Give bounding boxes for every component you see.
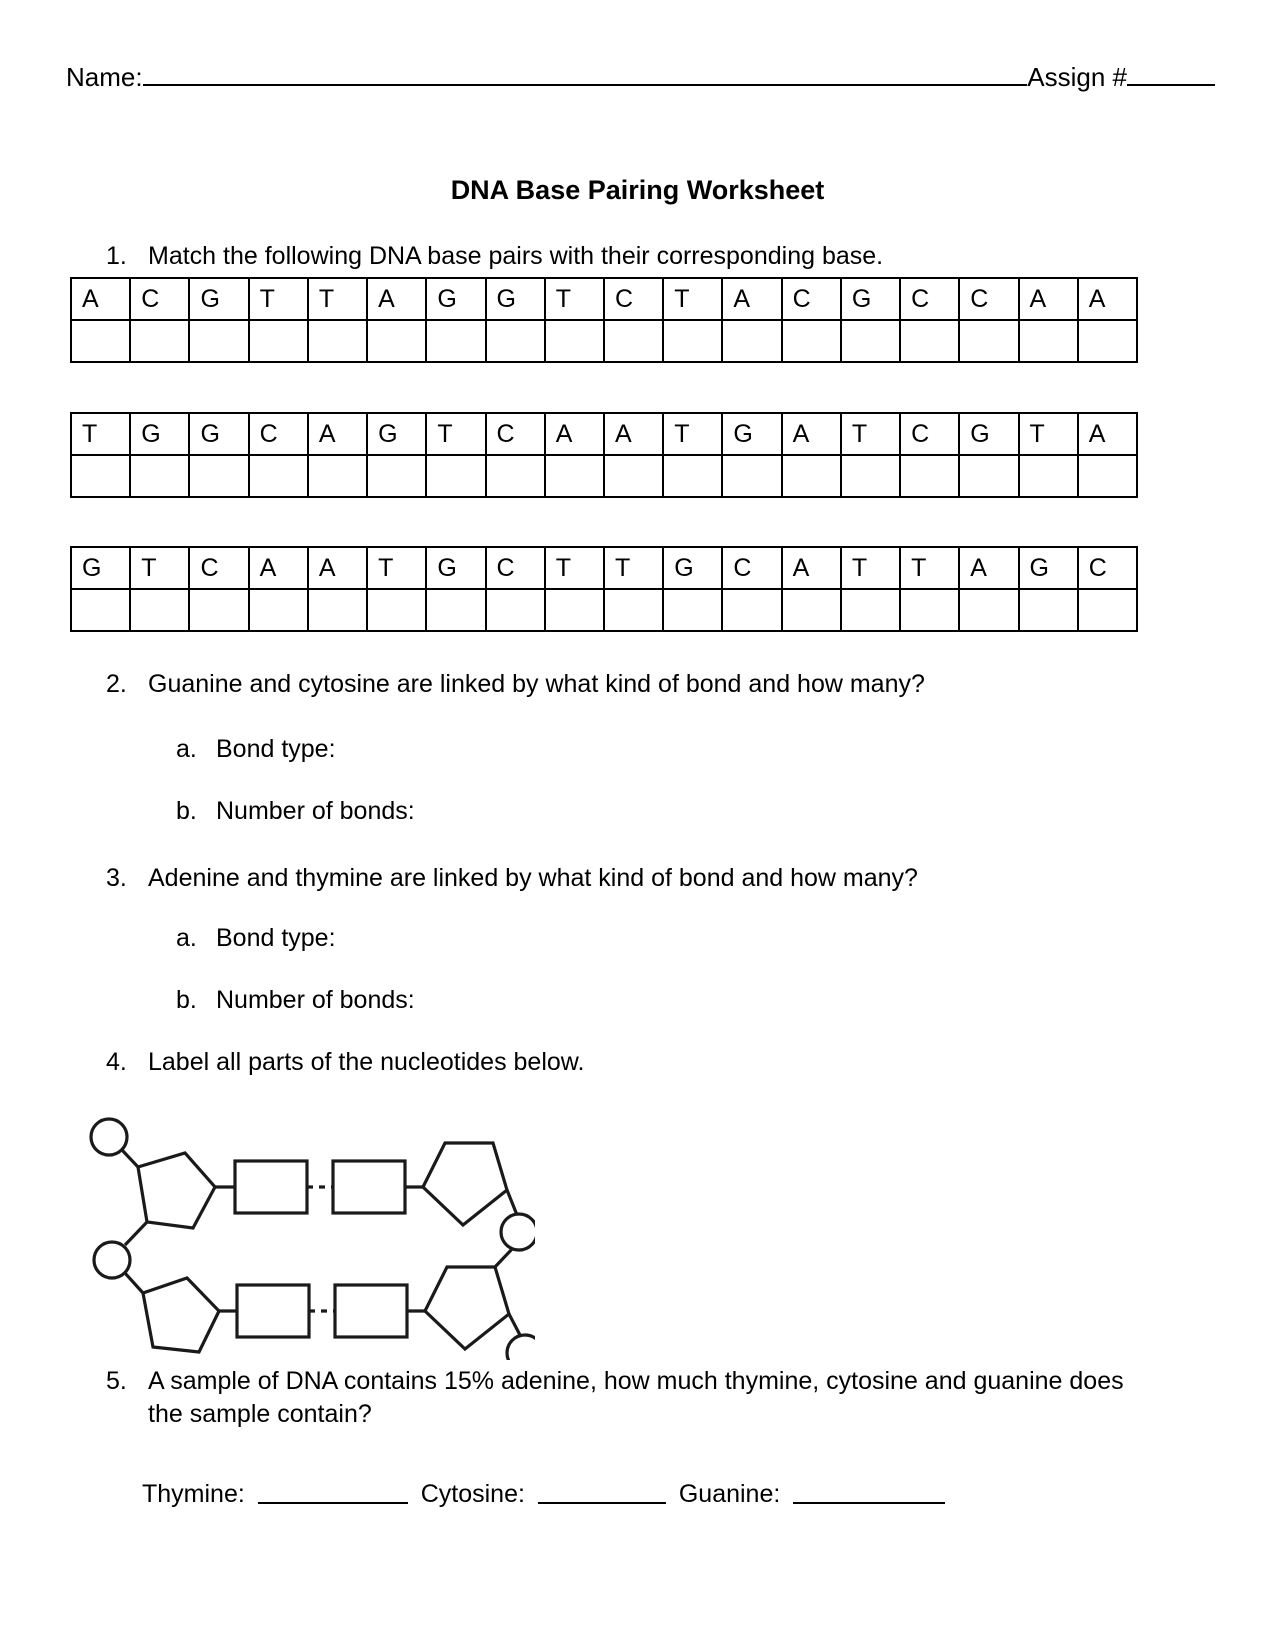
- question-1-text: Match the following DNA base pairs with their corresponding base.: [148, 242, 884, 270]
- page-title: DNA Base Pairing Worksheet: [450, 175, 825, 205]
- answer-cell[interactable]: [130, 589, 189, 631]
- base-cell: T: [249, 278, 308, 320]
- answer-cell[interactable]: [545, 589, 604, 631]
- base-cell: T: [308, 278, 367, 320]
- answer-cell[interactable]: [1019, 589, 1078, 631]
- answer-cell[interactable]: [249, 320, 308, 362]
- question-5: [106, 1365, 1136, 1430]
- base-cell: C: [900, 278, 959, 320]
- answer-cell[interactable]: [604, 320, 663, 362]
- answer-cell[interactable]: [782, 455, 841, 497]
- base-cell: G: [189, 278, 248, 320]
- nucleotide-ladder-diagram: [85, 1115, 535, 1360]
- answer-cell[interactable]: [367, 320, 426, 362]
- answer-cell[interactable]: [486, 320, 545, 362]
- sugar-pentagon: [423, 1143, 507, 1225]
- base-cell: A: [604, 413, 663, 455]
- base-cell: C: [486, 547, 545, 589]
- base-cell: G: [663, 547, 722, 589]
- answer-cell[interactable]: [841, 455, 900, 497]
- question-2a-text: Bond type:: [216, 735, 336, 763]
- name-label: Name:: [66, 62, 143, 92]
- base-rectangle: [335, 1285, 407, 1337]
- answer-cell[interactable]: [308, 589, 367, 631]
- question-5-text: A sample of DNA contains 15% adenine, how much thymine, cytosine and guanine does the sample contain?: [148, 1367, 1124, 1428]
- assign-label: Assign #: [1027, 62, 1127, 92]
- answer-cell[interactable]: [782, 589, 841, 631]
- base-rectangle: [235, 1161, 307, 1213]
- answer-cell[interactable]: [604, 589, 663, 631]
- answer-cell[interactable]: [1078, 455, 1137, 497]
- question-2-text: Guanine and cytosine are linked by what kind of bond and how many?: [148, 670, 925, 698]
- base-cell: G: [486, 278, 545, 320]
- base-cell: G: [426, 278, 485, 320]
- name-blank-line[interactable]: [143, 83, 1028, 86]
- answer-cell[interactable]: [249, 455, 308, 497]
- base-cell: T: [130, 547, 189, 589]
- base-table-strand-3: [70, 546, 1138, 632]
- cytosine-label: Cytosine:: [420, 1480, 525, 1508]
- answer-cell[interactable]: [900, 320, 959, 362]
- base-cell: A: [367, 278, 426, 320]
- phosphate-circle: [507, 1335, 535, 1360]
- base-cell: G: [71, 547, 130, 589]
- question-4-number: 4.: [106, 1048, 127, 1076]
- base-cell: C: [604, 278, 663, 320]
- base-cell: C: [249, 413, 308, 455]
- base-cell: T: [841, 547, 900, 589]
- answer-cell[interactable]: [959, 455, 1018, 497]
- base-rectangle: [237, 1285, 309, 1337]
- guanine-blank[interactable]: [793, 1501, 945, 1504]
- table-row-answers: [71, 320, 1137, 362]
- answer-cell[interactable]: [722, 589, 781, 631]
- phosphate-circle: [501, 1214, 535, 1250]
- base-cell: T: [71, 413, 130, 455]
- answer-cell[interactable]: [841, 589, 900, 631]
- base-cell: G: [426, 547, 485, 589]
- base-cell: A: [722, 278, 781, 320]
- answer-cell[interactable]: [900, 589, 959, 631]
- base-cell: T: [663, 413, 722, 455]
- answer-cell[interactable]: [1019, 320, 1078, 362]
- base-cell: A: [545, 413, 604, 455]
- question-4-text: Label all parts of the nucleotides below.: [148, 1048, 585, 1076]
- base-cell: T: [367, 547, 426, 589]
- answer-cell[interactable]: [367, 589, 426, 631]
- table-row-bases: [71, 547, 1137, 589]
- base-cell: A: [782, 413, 841, 455]
- base-cell: T: [604, 547, 663, 589]
- base-cell: C: [782, 278, 841, 320]
- thymine-label: Thymine:: [142, 1480, 245, 1508]
- answer-cell[interactable]: [130, 455, 189, 497]
- answer-cell[interactable]: [841, 320, 900, 362]
- answer-cell[interactable]: [722, 320, 781, 362]
- base-cell: G: [722, 413, 781, 455]
- answer-cell[interactable]: [486, 589, 545, 631]
- thymine-blank[interactable]: [258, 1501, 408, 1504]
- question-3b-text: Number of bonds:: [216, 986, 415, 1014]
- answer-cell[interactable]: [486, 455, 545, 497]
- question-2a: [176, 735, 1076, 764]
- answer-cell[interactable]: [426, 589, 485, 631]
- base-cell: A: [1078, 278, 1137, 320]
- answer-cell[interactable]: [604, 455, 663, 497]
- answer-cell[interactable]: [722, 455, 781, 497]
- base-cell: G: [1019, 547, 1078, 589]
- answer-cell[interactable]: [1019, 455, 1078, 497]
- sugar-pentagon: [143, 1278, 219, 1352]
- question-3-text: Adenine and thymine are linked by what kind of bond and how many?: [148, 864, 918, 892]
- base-cell: C: [1078, 547, 1137, 589]
- base-cell: C: [130, 278, 189, 320]
- answer-cell[interactable]: [545, 455, 604, 497]
- base-cell: A: [308, 413, 367, 455]
- question-3a-text: Bond type:: [216, 924, 336, 952]
- base-cell: G: [841, 278, 900, 320]
- answer-cell[interactable]: [1078, 589, 1137, 631]
- question-3b: [176, 986, 1076, 1015]
- base-cell: G: [367, 413, 426, 455]
- cytosine-blank[interactable]: [538, 1501, 666, 1504]
- assign-blank-line[interactable]: [1127, 83, 1215, 86]
- base-cell: A: [959, 547, 1018, 589]
- question-4: [106, 1046, 1156, 1079]
- question-3: [106, 862, 1156, 895]
- answer-cell[interactable]: [308, 455, 367, 497]
- answer-cell[interactable]: [426, 320, 485, 362]
- answer-cell[interactable]: [71, 589, 130, 631]
- base-cell: A: [71, 278, 130, 320]
- base-cell: A: [1019, 278, 1078, 320]
- base-cell: T: [900, 547, 959, 589]
- base-cell: G: [130, 413, 189, 455]
- base-cell: A: [1078, 413, 1137, 455]
- base-cell: T: [426, 413, 485, 455]
- base-cell: C: [900, 413, 959, 455]
- question-2: [106, 668, 1156, 701]
- base-cell: C: [486, 413, 545, 455]
- sugar-pentagon: [425, 1267, 509, 1349]
- base-cell: C: [722, 547, 781, 589]
- phosphate-circle: [91, 1119, 127, 1155]
- table-row-bases: [71, 278, 1137, 320]
- answer-cell[interactable]: [71, 455, 130, 497]
- question-1-number: 1.: [106, 242, 127, 270]
- answer-cell[interactable]: [545, 320, 604, 362]
- base-rectangle: [333, 1161, 405, 1213]
- answer-cell[interactable]: [308, 320, 367, 362]
- table-row-answers: [71, 455, 1137, 497]
- answer-cell[interactable]: [900, 455, 959, 497]
- question-3-number: 3.: [106, 864, 127, 892]
- answer-cell[interactable]: [249, 589, 308, 631]
- question-2a-letter: a.: [176, 735, 197, 763]
- answer-cell[interactable]: [426, 455, 485, 497]
- base-cell: T: [545, 278, 604, 320]
- base-cell: A: [308, 547, 367, 589]
- base-cell: C: [189, 547, 248, 589]
- question-5-number: 5.: [106, 1367, 127, 1395]
- question-2-number: 2.: [106, 670, 127, 698]
- phosphate-circle: [94, 1242, 130, 1278]
- answer-cell[interactable]: [663, 320, 722, 362]
- base-cell: T: [545, 547, 604, 589]
- answer-cell[interactable]: [782, 320, 841, 362]
- answer-blanks-row: [142, 1480, 951, 1509]
- base-cell: G: [959, 413, 1018, 455]
- question-3a-letter: a.: [176, 924, 197, 952]
- base-table-strand-2: [70, 412, 1138, 498]
- question-3a: [176, 924, 1076, 953]
- base-cell: T: [663, 278, 722, 320]
- base-cell: C: [959, 278, 1018, 320]
- table-row-answers: [71, 589, 1137, 631]
- question-2b-letter: b.: [176, 797, 197, 825]
- answer-cell[interactable]: [189, 320, 248, 362]
- guanine-label: Guanine:: [678, 1480, 781, 1508]
- question-1: [106, 240, 1156, 273]
- answer-cell[interactable]: [367, 455, 426, 497]
- question-3b-letter: b.: [176, 986, 197, 1014]
- question-2b-text: Number of bonds:: [216, 797, 415, 825]
- answer-cell[interactable]: [71, 320, 130, 362]
- base-cell: G: [189, 413, 248, 455]
- answer-cell[interactable]: [959, 320, 1018, 362]
- base-cell: T: [841, 413, 900, 455]
- answer-cell[interactable]: [189, 455, 248, 497]
- base-cell: A: [249, 547, 308, 589]
- name-header-row: [66, 62, 1215, 93]
- base-table-strand-1: [70, 277, 1138, 363]
- answer-cell[interactable]: [130, 320, 189, 362]
- answer-cell[interactable]: [663, 589, 722, 631]
- answer-cell[interactable]: [189, 589, 248, 631]
- table-row-bases: [71, 413, 1137, 455]
- answer-cell[interactable]: [1078, 320, 1137, 362]
- answer-cell[interactable]: [663, 455, 722, 497]
- base-cell: A: [782, 547, 841, 589]
- base-cell: T: [1019, 413, 1078, 455]
- sugar-pentagon: [138, 1153, 215, 1228]
- answer-cell[interactable]: [959, 589, 1018, 631]
- question-2b: [176, 797, 1076, 826]
